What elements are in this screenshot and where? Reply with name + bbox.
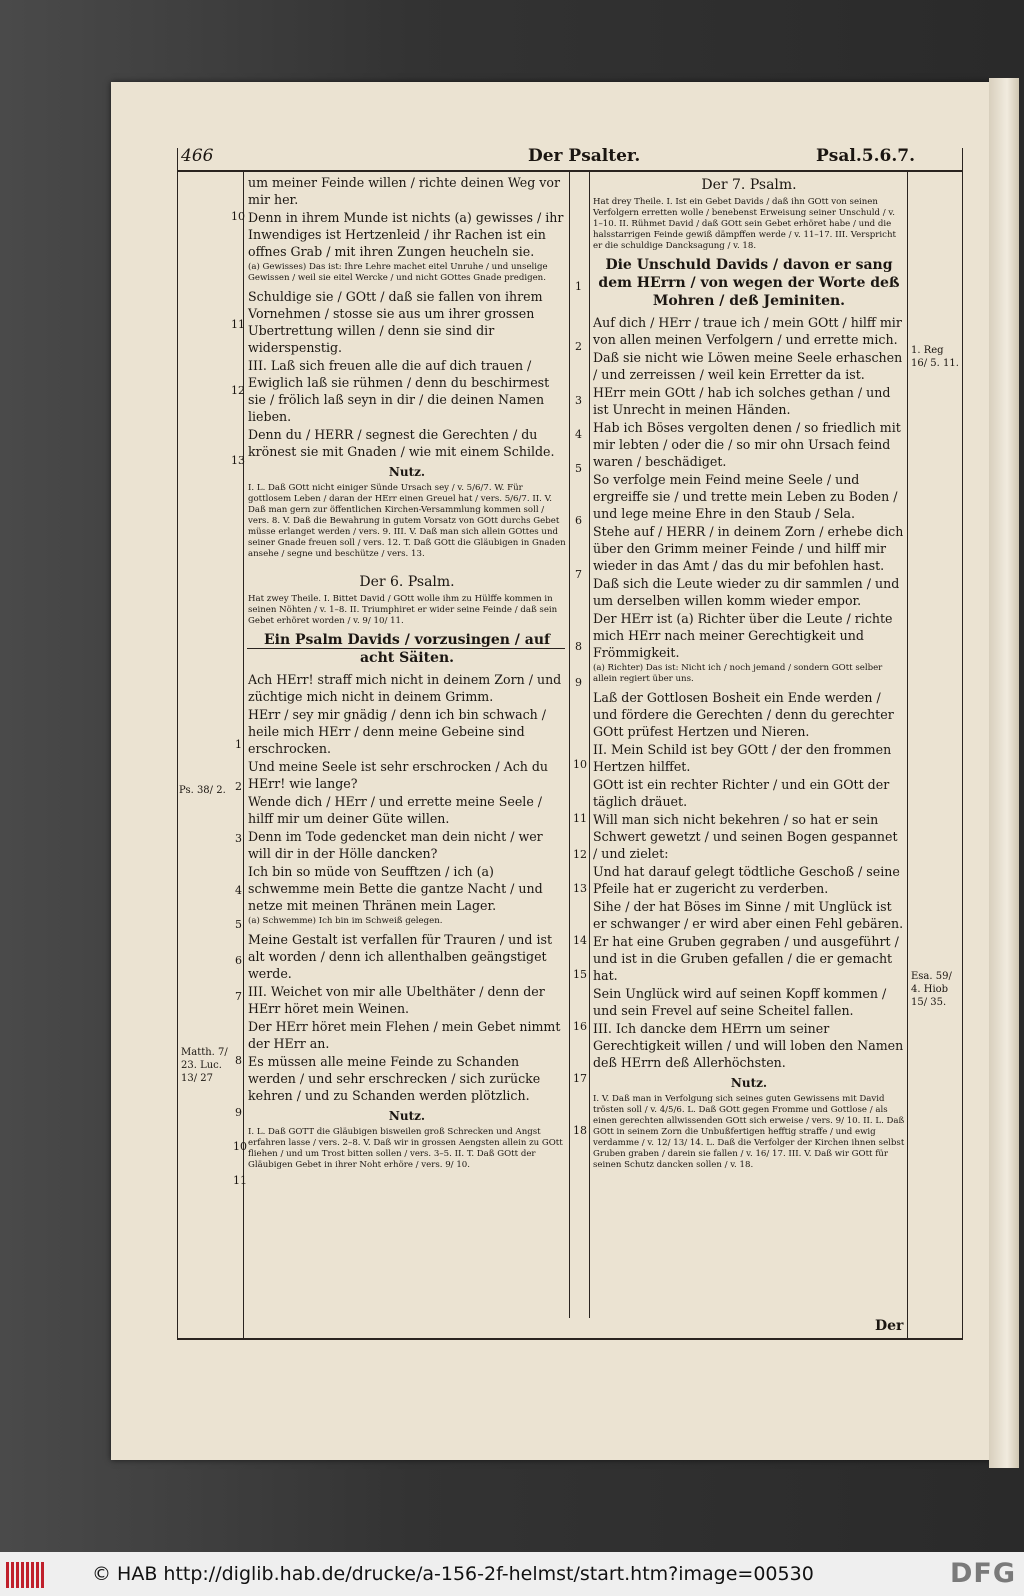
verse-text: Es müssen alle meine Feinde zu Schanden werden / und sehr erschrecken / sich zurücke kehren / und zu Schanden werden plötzlich. (248, 1054, 541, 1103)
left-text-rule (243, 170, 244, 1340)
margin-ref: Ps. 38/ 2. (179, 785, 226, 796)
verse-text: Denn im Tode gedencket man dein nicht / wer will dir in der Hölle dancken? (248, 829, 543, 861)
verse-number: 1 (235, 738, 242, 751)
hab-logo-icon (6, 1562, 48, 1588)
running-header (183, 146, 965, 168)
psalm-7-summary: Hat drey Theile. I. Ist ein Gebet Davids / daß ihn GOtt von seinen Verfolgern erretten wolle / benebenst Erweisung seiner Unschuld / v. 1–10. II. Rühmet David / daß GOtt sein Gebet erhöret habe / und die halsstarrigen Feinde gewiß dämpffen werde / v. 11–17. III. Verspricht er die schuldige Dancksagung / v. 18. (593, 197, 896, 251)
verse-number: 10 (573, 758, 587, 771)
psalm-6-title: Der 6. Psalm. (359, 574, 455, 590)
book-page (111, 82, 991, 1460)
verse-number: 6 (575, 514, 582, 527)
page-title: Der Psalter. (528, 146, 641, 166)
verse-text: Der HErr höret mein Flehen / mein Gebet nimmt der HErr an. (248, 1019, 561, 1051)
nutz-title: Nutz. (730, 1076, 768, 1090)
verse-number: 3 (575, 394, 582, 407)
verse-text: Sein Unglück wird auf seinen Kopff kommen / und sein Frevel auf seine Scheitel fallen. (593, 986, 887, 1018)
verse-number: 11 (231, 318, 245, 331)
verse-text: III. Ich dancke dem HErrn um seiner Gerechtigkeit willen / und will loben den Namen deß HErrn deß Allerhöchsten. (593, 1021, 904, 1070)
verse-text: GOtt ist ein rechter Richter / und ein GOtt der täglich dräuet. (593, 777, 890, 809)
verse-text: Wende dich / HErr / und errette meine Seele / hilff mir um deiner Güte willen. (248, 794, 543, 826)
verse-number: 10 (233, 1140, 247, 1153)
verse-text: Er hat eine Gruben gegraben / und ausgeführt / und ist in die Gruben gefallen / die er gemacht hat. (593, 934, 899, 983)
verse-number: 17 (573, 1072, 587, 1085)
right-column (593, 174, 905, 1175)
verse-text: Daß sich die Leute wieder zu dir sammlen / und um derselben willen komm wieder empor. (593, 576, 900, 608)
verse-text: Schuldige sie / GOtt / daß sie fallen von ihrem Vornehmen / stosse sie aus um ihrer grossen Ubertrettung willen / denn sie sind dir widerspenstig. (248, 289, 543, 355)
verse-text: Laß der Gottlosen Bosheit ein Ende werden / und fördere die Gerechten / denn du gerechter GOtt prüfest Hertzen und Nieren. (593, 690, 894, 739)
psalm-6-heading: Ein Psalm Davids / vorzusingen / auf acht Säiten. (263, 632, 551, 666)
verse-number: 7 (235, 990, 242, 1003)
verse-number: 14 (573, 934, 587, 947)
center-rule-right (589, 170, 590, 1318)
header-rule (177, 170, 963, 172)
verse-number: 6 (235, 954, 242, 967)
nutz-text: I. L. Daß GOtt nicht einiger Sünde Ursach sey / v. 5/6/7. W. Für gottlosem Leben / daran der HErr einen Greuel hat / vers. 5/6/7. II. V. Daß man gern zur öffentlichen Kirchen-Versammlung kommen soll / vers. 8. V. Daß die Bewahrung in gutem Vorsatz von GOtt durchs Gebet müsse erlanget werden / vers. 9. III. V. Daß man sich allein GOttes und seiner Gnade freuen soll / vers. 12. T. Daß GOtt die Gläubigen in Gnaden ansehe / segne und beschütze / vers. 13. (248, 483, 566, 559)
verse-text: Sihe / der hat Böses im Sinne / mit Unglück ist er schwanger / er wird aber einen Fehl gebären. (593, 899, 904, 931)
verse-number: 9 (235, 1106, 242, 1119)
catchword: Der (875, 1318, 904, 1334)
verse-number: 3 (235, 832, 242, 845)
psalm-7-heading: Die Unschuld Davids / davon er sang dem HErrn / von wegen der Worte deß Mohren / deß Jeminiten. (598, 257, 900, 309)
nutz-text: I. L. Daß GOTT die Gläubigen bisweilen groß Schrecken und Angst erfahren lasse / vers. 2–8. V. Daß wir in grossen Aengsten allein zu GOtt fliehen / und um Trost bitten sollen / vers. 3–5. II. T. Daß GOtt der Gläubigen Gebet in ihrer Noht erhöre / vers. 9/ 10. (248, 1127, 563, 1170)
verse-number: 16 (573, 1020, 587, 1033)
verse-number: 13 (231, 454, 245, 467)
verse-number: 7 (575, 568, 582, 581)
dfg-logo: DFG (949, 1558, 1016, 1589)
verse-text: HErr mein GOtt / hab ich solches gethan / und ist Unrecht in meinen Händen. (593, 385, 891, 417)
verse-number: 1 (575, 280, 582, 293)
verse-text: II. Mein Schild ist bey GOtt / der den frommen Hertzen hilffet. (593, 742, 892, 774)
nutz-title: Nutz. (388, 1109, 426, 1123)
page-edge (989, 78, 1019, 1468)
verse-text: Meine Gestalt ist verfallen für Trauren / und ist alt worden / denn ich allenthalben geängstiget werde. (248, 932, 553, 981)
verse-number: 9 (575, 676, 582, 689)
bottom-rule (177, 1338, 963, 1340)
verse-text: Ich bin so müde von Seufftzen / ich (a) schwemme mein Bette die gantze Nacht / und netze mit meinen Thränen mein Lager. (248, 864, 543, 913)
verse-number: 4 (575, 428, 582, 441)
psalm-6-summary: Hat zwey Theile. I. Bittet David / GOtt wolle ihm zu Hülffe kommen in seinen Nöhten / v. 1–8. II. Triumphiret er wider seine Feinde / daß sein Gebet erhöret worden / v. 9/ 10/ 11. (248, 594, 558, 626)
verse-text: III. Laß sich freuen alle die auf dich trauen / Ewiglich laß sie rühmen / denn du beschirmest sie / frölich laß seyn in dir / die deinen Namen lieben. (248, 358, 550, 424)
margin-ref: 1. Reg 16/ 5. 11. (911, 345, 959, 369)
verse-number: 12 (573, 848, 587, 861)
verse-number: 10 (231, 210, 245, 223)
verse-text: Denn du / HERR / segnest die Gerechten / du krönest sie mit Gnaden / wie mit einem Schilde. (248, 427, 555, 459)
left-column (248, 174, 566, 1175)
verse-text: Will man sich nicht bekehren / so hat er sein Schwert gewetzt / und seinen Bogen gespannet / und zielet: (593, 812, 898, 861)
verse-text: Und hat darauf gelegt tödtliche Geschoß / seine Pfeile hat er zugericht zu verderben. (593, 864, 900, 896)
psalm-7-title: Der 7. Psalm. (701, 177, 797, 193)
psalm-range: Psal.5.6.7. (816, 146, 915, 166)
verse-number: 15 (573, 968, 587, 981)
verse-text: Daß sie nicht wie Löwen meine Seele erhaschen / und zerreissen / weil kein Erretter da ist. (593, 350, 903, 382)
verse-text: Hab ich Böses vergolten denen / so friedlich mit mir lebten / oder die / so mir ohn Ursach feind waren / beschädiget. (593, 420, 901, 469)
verse-text: III. Weichet von mir alle Ubelthäter / denn der HErr höret mein Weinen. (248, 984, 545, 1016)
verse-number: 2 (235, 780, 242, 793)
margin-ref: Esa. 59/ 4. Hiob 15/ 35. (911, 971, 952, 1008)
verse-number: 11 (233, 1174, 247, 1187)
page-number: 466 (181, 146, 214, 166)
nutz-title: Nutz. (388, 465, 426, 479)
verse-text: Auf dich / HErr / traue ich / mein GOtt / hilff mir von allen meinen Verfolgern / und errette mich. (593, 315, 902, 347)
right-frame-rule (962, 148, 963, 1340)
center-rule-left (569, 170, 570, 1318)
nutz-text: I. V. Daß man in Verfolgung sich seines guten Gewissens mit David trösten soll / v. 4/5/6. L. Daß GOtt gegen Fromme und Gottlose / als einen gerechten allwissenden GOtt sich erweise / vers. 9/ 10. II. L. Daß GOtt in seinem Zorn die Unbußfertigen hefftig straffe / und ewig verdamme / v. 12/ 13/ 14. L. Daß die Verfolger der Kirchen ihnen selbst Gruben graben / darein sie fallen / v. 16/ 17. III. V. Daß wir GOtt für seinen Schutz dancken sollen / v. 18. (593, 1094, 905, 1170)
verse-number: 8 (575, 640, 582, 653)
verse-text: Der HErr ist (a) Richter über die Leute / richte mich HErr nach meiner Gerechtigkeit und Frömmigkeit. (593, 611, 893, 660)
footnote: (a) Gewisses) Das ist: Ihre Lehre machet eitel Unruhe / und unselige Gewissen / weil sie eitel Wercke / und nicht GOttes Gnade predigen. (248, 262, 548, 283)
footnote: (a) Schwemme) Ich bin im Schweiß gelegen. (248, 916, 443, 926)
verse-number: 13 (573, 882, 587, 895)
verse-text: Denn in ihrem Munde ist nichts (a) gewisses / ihr Inwendiges ist Hertzenleid / ihr Rachen ist ein offnes Grab / mit ihren Zungen heucheln sie. (248, 210, 564, 259)
verse-number: 11 (573, 812, 587, 825)
verse-text: So verfolge mein Feind meine Seele / und ergreiffe sie / und trette mein Leben zu Boden / und lege meine Ehre in den Staub / Sela. (593, 472, 898, 521)
verse-text: um meiner Feinde willen / richte deinen Weg vor mir her. (248, 175, 561, 207)
verse-text: Ach HErr! straff mich nicht in deinem Zorn / und züchtige mich nicht in deinem Grimm. (248, 672, 562, 704)
footer-bar (0, 1552, 1024, 1596)
right-text-rule (907, 170, 908, 1340)
verse-text: Stehe auf / HERR / in deinem Zorn / erhebe dich über den Grimm meiner Feinde / und hilff mir wieder in das Amt / das du mir befohlen hast. (593, 524, 904, 573)
verse-number: 5 (575, 462, 582, 475)
verse-text: Und meine Seele ist sehr erschrocken / Ach du HErr! wie lange? (248, 759, 549, 791)
verse-text: HErr / sey mir gnädig / denn ich bin schwach / heile mich HErr / denn meine Gebeine sind erschrocken. (248, 707, 547, 756)
verse-number: 5 (235, 918, 242, 931)
margin-ref: Matth. 7/ 23. Luc. 13/ 27 (181, 1047, 228, 1084)
verse-number: 8 (235, 1054, 242, 1067)
source-link[interactable]: © HAB http://diglib.hab.de/drucke/a-156-2f-helmst/start.htm?image=00530 (92, 1563, 814, 1585)
left-frame-rule (177, 148, 178, 1340)
footnote: (a) Richter) Das ist: Nicht ich / noch jemand / sondern GOtt selber allein regiert über uns. (593, 663, 883, 684)
verse-number: 12 (231, 384, 245, 397)
verse-number: 2 (575, 340, 582, 353)
verse-number: 18 (573, 1124, 587, 1137)
verse-number: 4 (235, 884, 242, 897)
